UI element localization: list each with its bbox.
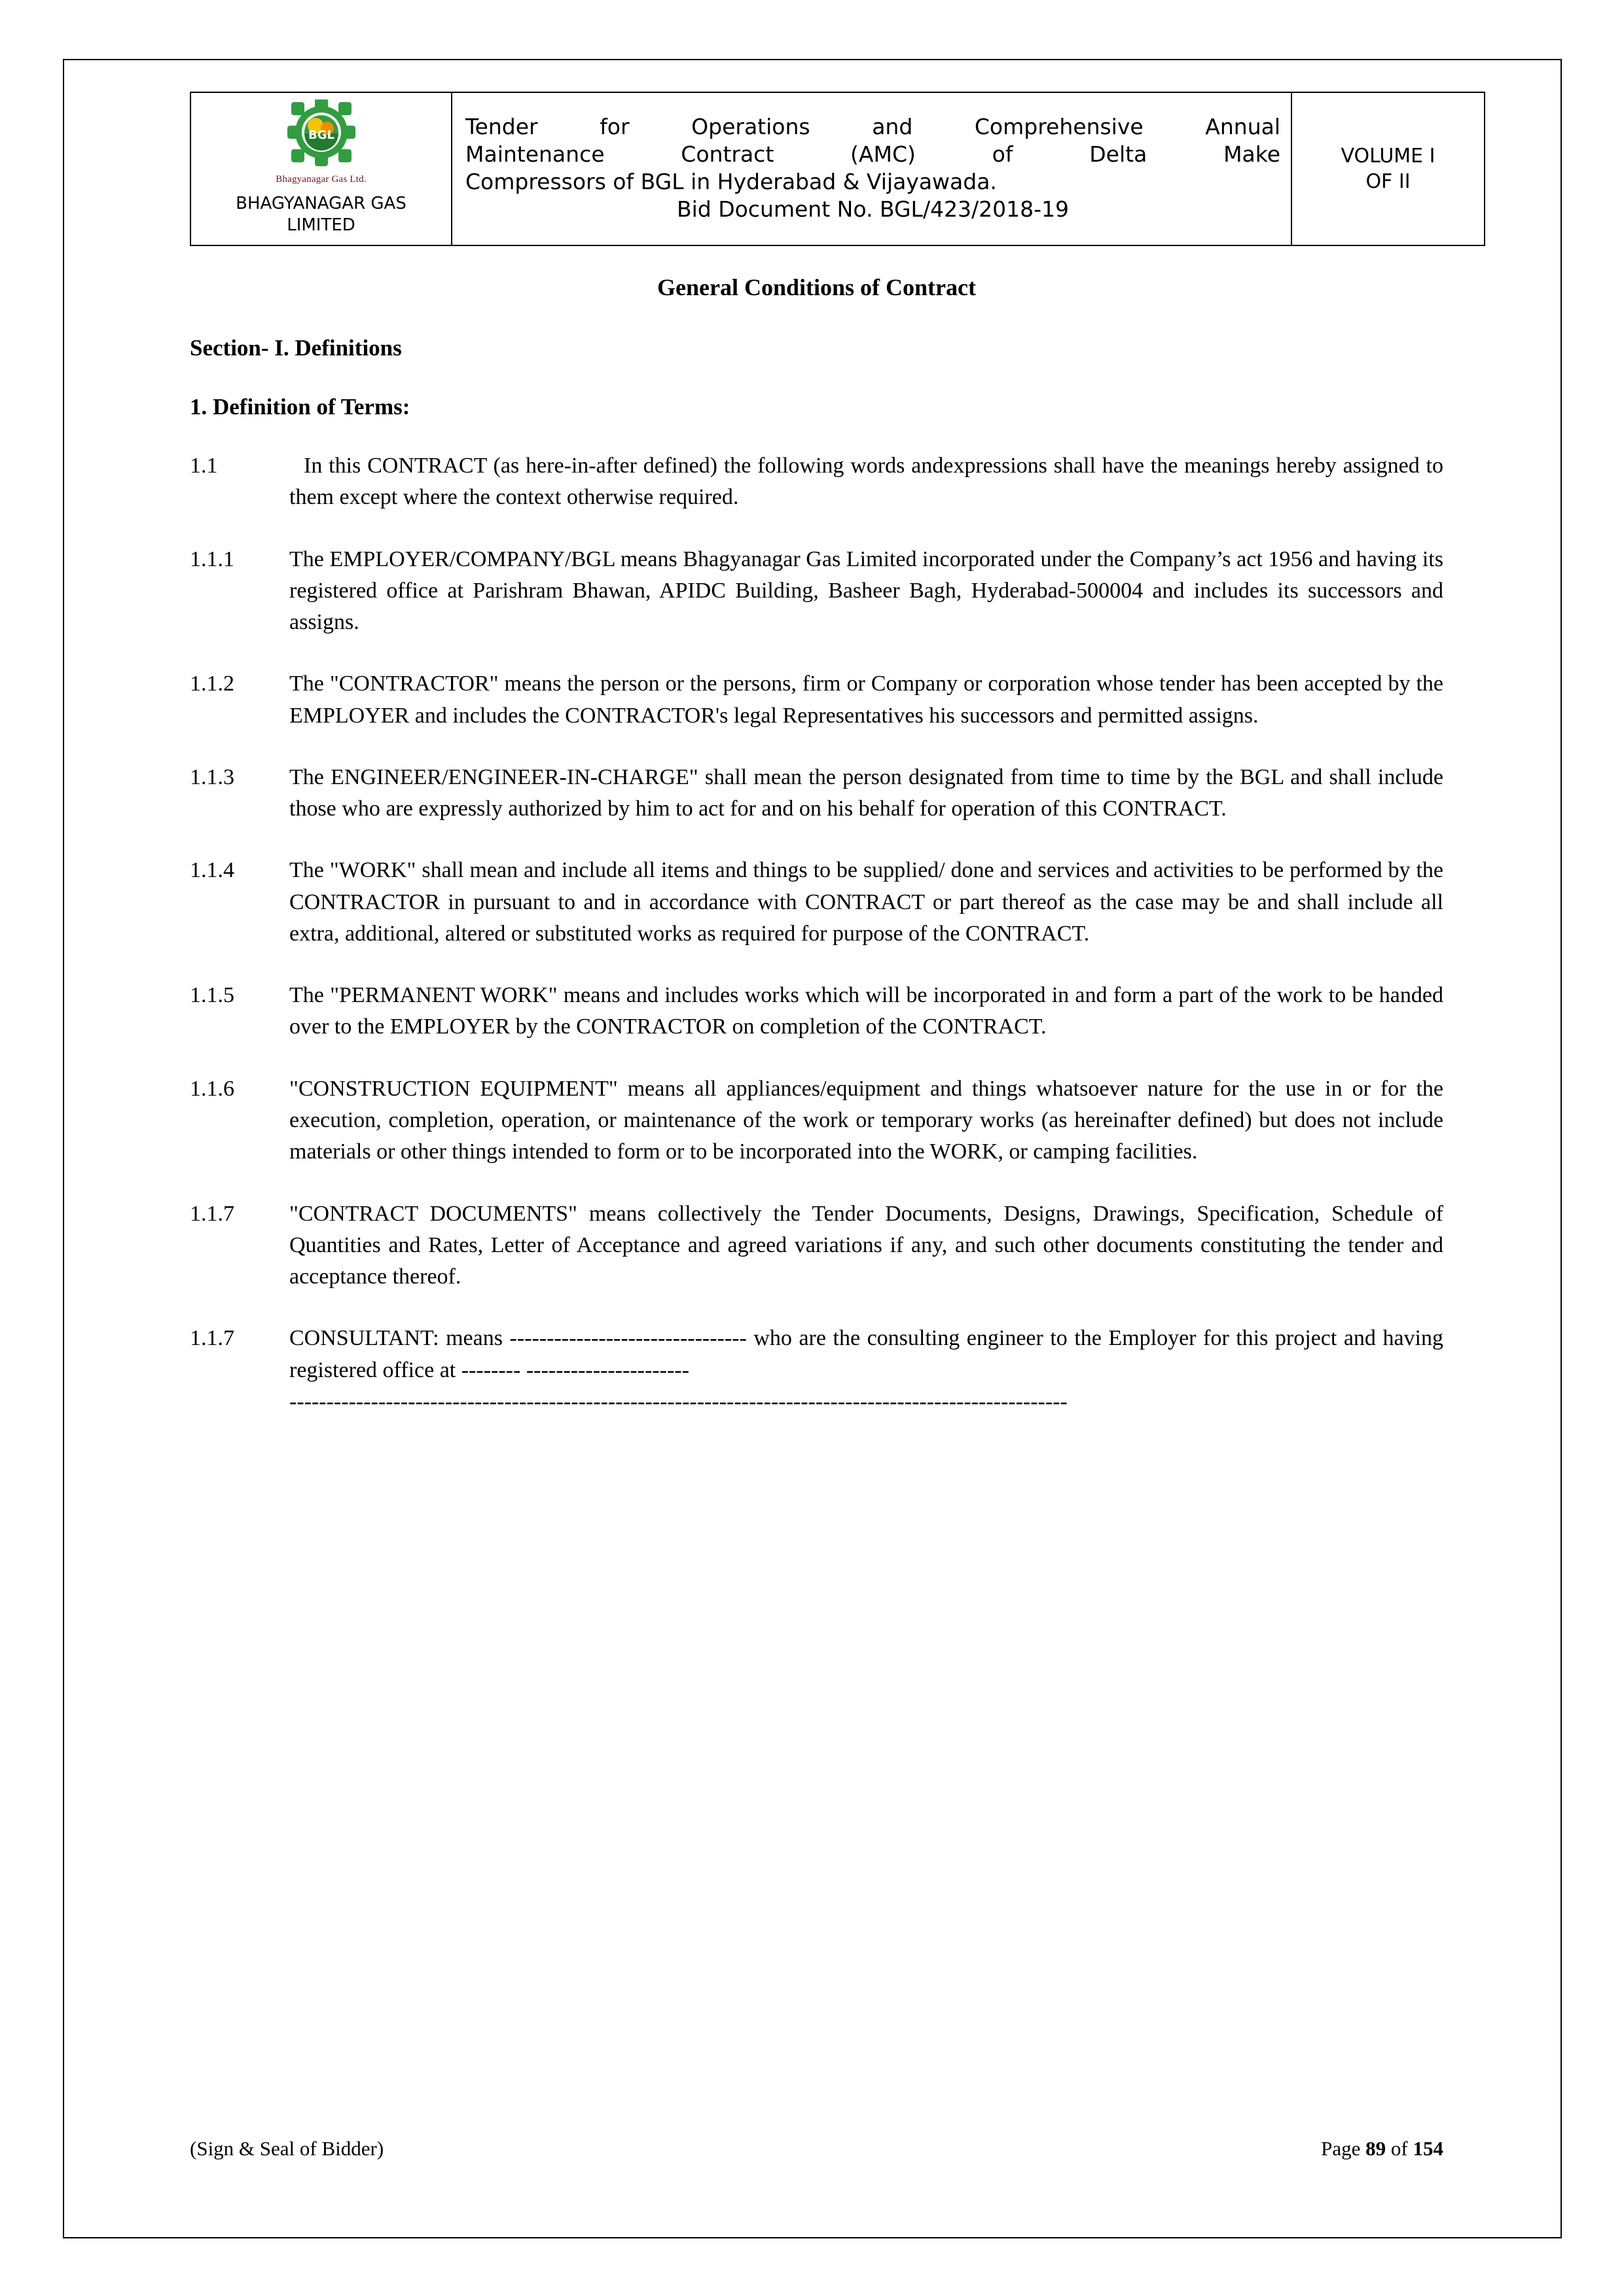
logo-subtitle: Bhagyanagar Gas Ltd. — [276, 174, 367, 185]
header-title-line-2: Maintenance Contract (AMC) of Delta Make — [465, 141, 1280, 167]
clause-1-1-7-consultant — [190, 1323, 1443, 1418]
logo-company-line2: LIMITED — [287, 215, 355, 235]
header-title-line-3: Compressors of BGL in Hyderabad & Vijayawada. — [465, 169, 997, 194]
clause-number: 1.1.3 — [190, 764, 234, 789]
clause-number: 1.1.5 — [190, 983, 234, 1008]
clause-heading: 1. Definition of Terms: — [190, 394, 410, 420]
clause-number: 1.1.7 — [190, 1326, 234, 1351]
clause-1-1-7-documents — [190, 1198, 1443, 1293]
bgl-gear-logo-icon — [272, 99, 370, 173]
clause-text: "CONSTRUCTION EQUIPMENT" means all appliances/equipment and things whatsoever nature for the use in or for the execution, completion, operation, or maintenance of the work or temporary works (as hereinafter defined) but does not include materials or other things intended to form or to be incorporated into the WORK, or camping facilities. — [289, 1076, 1443, 1164]
clause-number: 1.1.1 — [190, 547, 234, 571]
footer-of-label: of — [1390, 2137, 1408, 2160]
page-title: General Conditions of Contract — [657, 274, 976, 300]
clause-1-1-2 — [190, 668, 1443, 732]
footer-total-pages: 154 — [1413, 2137, 1443, 2160]
volume-line-1: VOLUME I — [1341, 145, 1435, 168]
header-title-line-1: Tender for Operations and Comprehensive Annual — [465, 113, 1280, 139]
header-logo-cell — [190, 92, 452, 245]
clause-text: The "PERMANENT WORK" means and includes works which will be incorporated in and form a part of the work to be handed over to the EMPLOYER by the CONTRACTOR on completion of the CONTRACT. — [289, 983, 1443, 1039]
clause-text: The ENGINEER/ENGINEER-IN-CHARGE" shall mean the person designated from time to time by the BGL and shall include those who are expressly authorized by him to act for and on his behalf for operation of this CONTRACT. — [289, 764, 1443, 821]
volume-line-2: OF II — [1365, 170, 1411, 193]
clause-number: 1.1.6 — [190, 1076, 234, 1101]
clause-1-1-6 — [190, 1073, 1443, 1168]
logo-mark-text: BGL — [308, 128, 334, 142]
header-row — [190, 92, 1485, 245]
logo-company-line1: BHAGYANAGAR GAS — [236, 194, 406, 213]
clause-text: The "WORK" shall mean and include all items and things to be supplied/ done and services and activities to be performed by the CONTRACTOR in pursuant to and in accordance with CONTRACT or part thereof as the case may be and shall include all extra, additional, altered or substituted works as required for purpose of the CONTRACT. — [289, 858, 1443, 946]
header-volume-cell — [1291, 92, 1485, 245]
footer-page-number — [1321, 2137, 1443, 2161]
clause-1-1-3 — [190, 762, 1443, 825]
clause-number: 1.1.2 — [190, 672, 234, 696]
clause-1-1-5 — [190, 980, 1443, 1043]
header-title-cell — [452, 92, 1291, 245]
clause-number: 1.1.7 — [190, 1201, 234, 1226]
section-heading: Section- I. Definitions — [190, 335, 402, 361]
clause-text: In this CONTRACT (as here-in-after defined) the following words andexpressions shall have the meanings hereby assigned to them except where the context otherwise required. — [289, 454, 1443, 510]
clause-text: "CONTRACT DOCUMENTS" means collectively the Tender Documents, Designs, Drawings, Specification, Schedule of Quantities and Rates, Letter of Acceptance and agreed variations if any, and such other documents constituting the tender and acceptance thereof. — [289, 1201, 1443, 1289]
clause-text-wrap — [289, 1323, 1443, 1418]
footer-page-label: Page — [1321, 2137, 1361, 2160]
clause-text: The EMPLOYER/COMPANY/BGL means Bhagyanagar Gas Limited incorporated under the Company’s act 1956 and having its registered office at Parishram Bhawan, APIDC Building, Basheer Bagh, Hyderabad-500004 and includes its successors and assigns. — [289, 547, 1443, 635]
footer-current-page: 89 — [1365, 2137, 1386, 2160]
header-table — [190, 92, 1485, 246]
logo-wrap — [195, 99, 447, 236]
clause-trailing-dashes: --------------------------------------------------------------------------------------------------------- — [289, 1389, 1068, 1414]
clause-number: 1.1 — [190, 454, 218, 478]
clause-1-1-4 — [190, 855, 1443, 950]
clause-1-1-1 — [190, 544, 1443, 639]
clause-text: The "CONTRACTOR" means the person or the persons, firm or Company or corporation whose tender has been accepted by the EMPLOYER and includes the CONTRACTOR's legal Representatives his successors and permitted assigns. — [289, 672, 1443, 728]
clause-1-1 — [190, 450, 1443, 514]
footer-sign-seal: (Sign & Seal of Bidder) — [190, 2137, 384, 2160]
page-content — [190, 92, 1443, 1418]
clause-number: 1.1.4 — [190, 858, 234, 883]
page-footer — [190, 2137, 1443, 2161]
header-bid-document-number: Bid Document No. BGL/423/2018-19 — [676, 196, 1070, 223]
clause-text: CONSULTANT: means -------------------------------- who are the consulting engineer to the Employer for this project and having registered office at -------- ---------------------- — [289, 1326, 1443, 1382]
